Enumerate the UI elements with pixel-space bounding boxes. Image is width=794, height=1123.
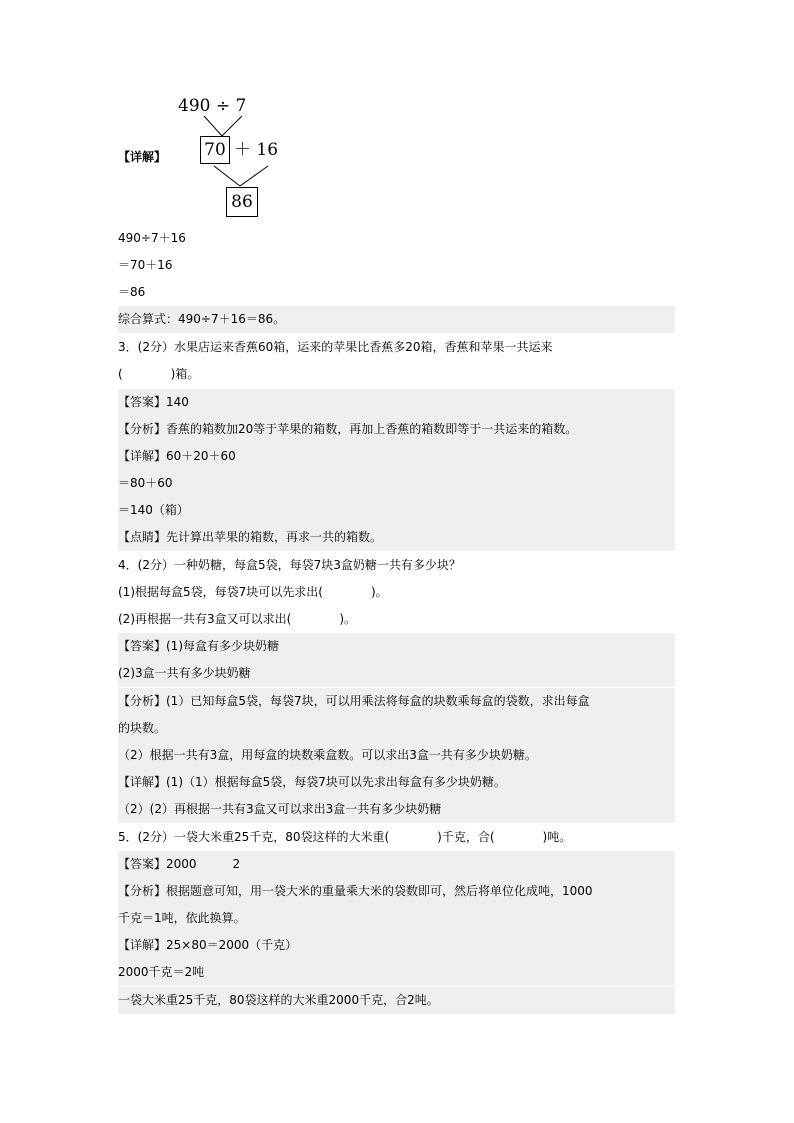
- diagram-plus-expression: ＋ 16: [234, 140, 279, 160]
- analysis-3: 【分析】香蕉的箱数加20等于苹果的箱数，再加上香蕉的箱数即等于一共运来的箱数。: [118, 416, 675, 443]
- diagram-box-intermediate: 70: [200, 136, 230, 164]
- calc-line: 490÷7＋16: [118, 231, 186, 245]
- analysis-5: 【分析】根据题意可知，用一袋大米的重量乘大米的袋数即可，然后将单位化成吨，1000: [118, 878, 675, 905]
- detail-3: 【详解】60＋20＋60: [118, 443, 675, 470]
- analysis-4-part-2: （2）根据一共有3盒，用每盒的块数乘盒数。可以求出3盒一共有多少块奶糖。: [118, 742, 675, 769]
- detail-4: 【详解】(1)（1）根据每盒5袋，每袋7块可以先求出每盒有多少块奶糖。: [118, 769, 675, 796]
- question-4-part-1: (1)根据每盒5袋，每袋7块可以先求出( )。: [118, 585, 388, 599]
- detail-3-step: ＝80＋60: [118, 470, 675, 497]
- analysis-4-cont: 的块数。: [118, 715, 675, 742]
- answer-4: 【答案】(1)每盒有多少块奶糖: [118, 633, 675, 660]
- diagram-top-expression: 490 ÷ 7: [178, 96, 247, 116]
- answer-5: 【答案】2000 2: [118, 851, 675, 878]
- combined-formula: 综合算式：490÷7＋16＝86。: [118, 306, 675, 333]
- question-3-blank: ( )箱。: [118, 367, 200, 381]
- comment-3: 【点睛】先计算出苹果的箱数，再求一共的箱数。: [118, 524, 675, 551]
- analysis-4: 【分析】(1）已知每盒5袋，每袋7块，可以用乘法将每盒的块数乘每盒的袋数，求出每盒: [118, 688, 675, 715]
- diagram-detail-label: 【详解】: [118, 150, 167, 164]
- calc-line: ＝86: [118, 285, 146, 299]
- question-4-part-2: (2)再根据一共有3盒又可以求出( )。: [118, 612, 356, 626]
- calculation-diagram: [118, 88, 318, 223]
- answer-3: 【答案】140: [118, 389, 675, 416]
- diagram-box-result: 86: [226, 187, 258, 217]
- detail-4-part-2: （2）(2）再根据一共有3盒又可以求出3盒一共有多少块奶糖: [118, 796, 675, 823]
- detail-5: 【详解】25×80＝2000（千克）: [118, 932, 675, 959]
- detail-5-conclusion: 一袋大米重25千克，80袋这样的大米重2000千克，合2吨。: [118, 987, 675, 1014]
- analysis-5-cont: 千克＝1吨，依此换算。: [118, 905, 675, 932]
- detail-3-step: ＝140（箱）: [118, 497, 675, 524]
- detail-5-step: 2000千克＝2吨: [118, 959, 675, 986]
- question-3: 3．(2分）水果店运来香蕉60箱，运来的苹果比香蕉多20箱，香蕉和苹果一共运来: [118, 340, 553, 354]
- calc-line: ＝70＋16: [118, 258, 173, 272]
- question-5: 5．(2分）一袋大米重25千克，80袋这样的大米重( )千克，合( )吨。: [118, 830, 572, 844]
- answer-4-part-2: (2)3盒一共有多少块奶糖: [118, 660, 675, 687]
- question-4: 4．(2分）一种奶糖，每盒5袋，每袋7块3盒奶糖一共有多少块？: [118, 558, 461, 572]
